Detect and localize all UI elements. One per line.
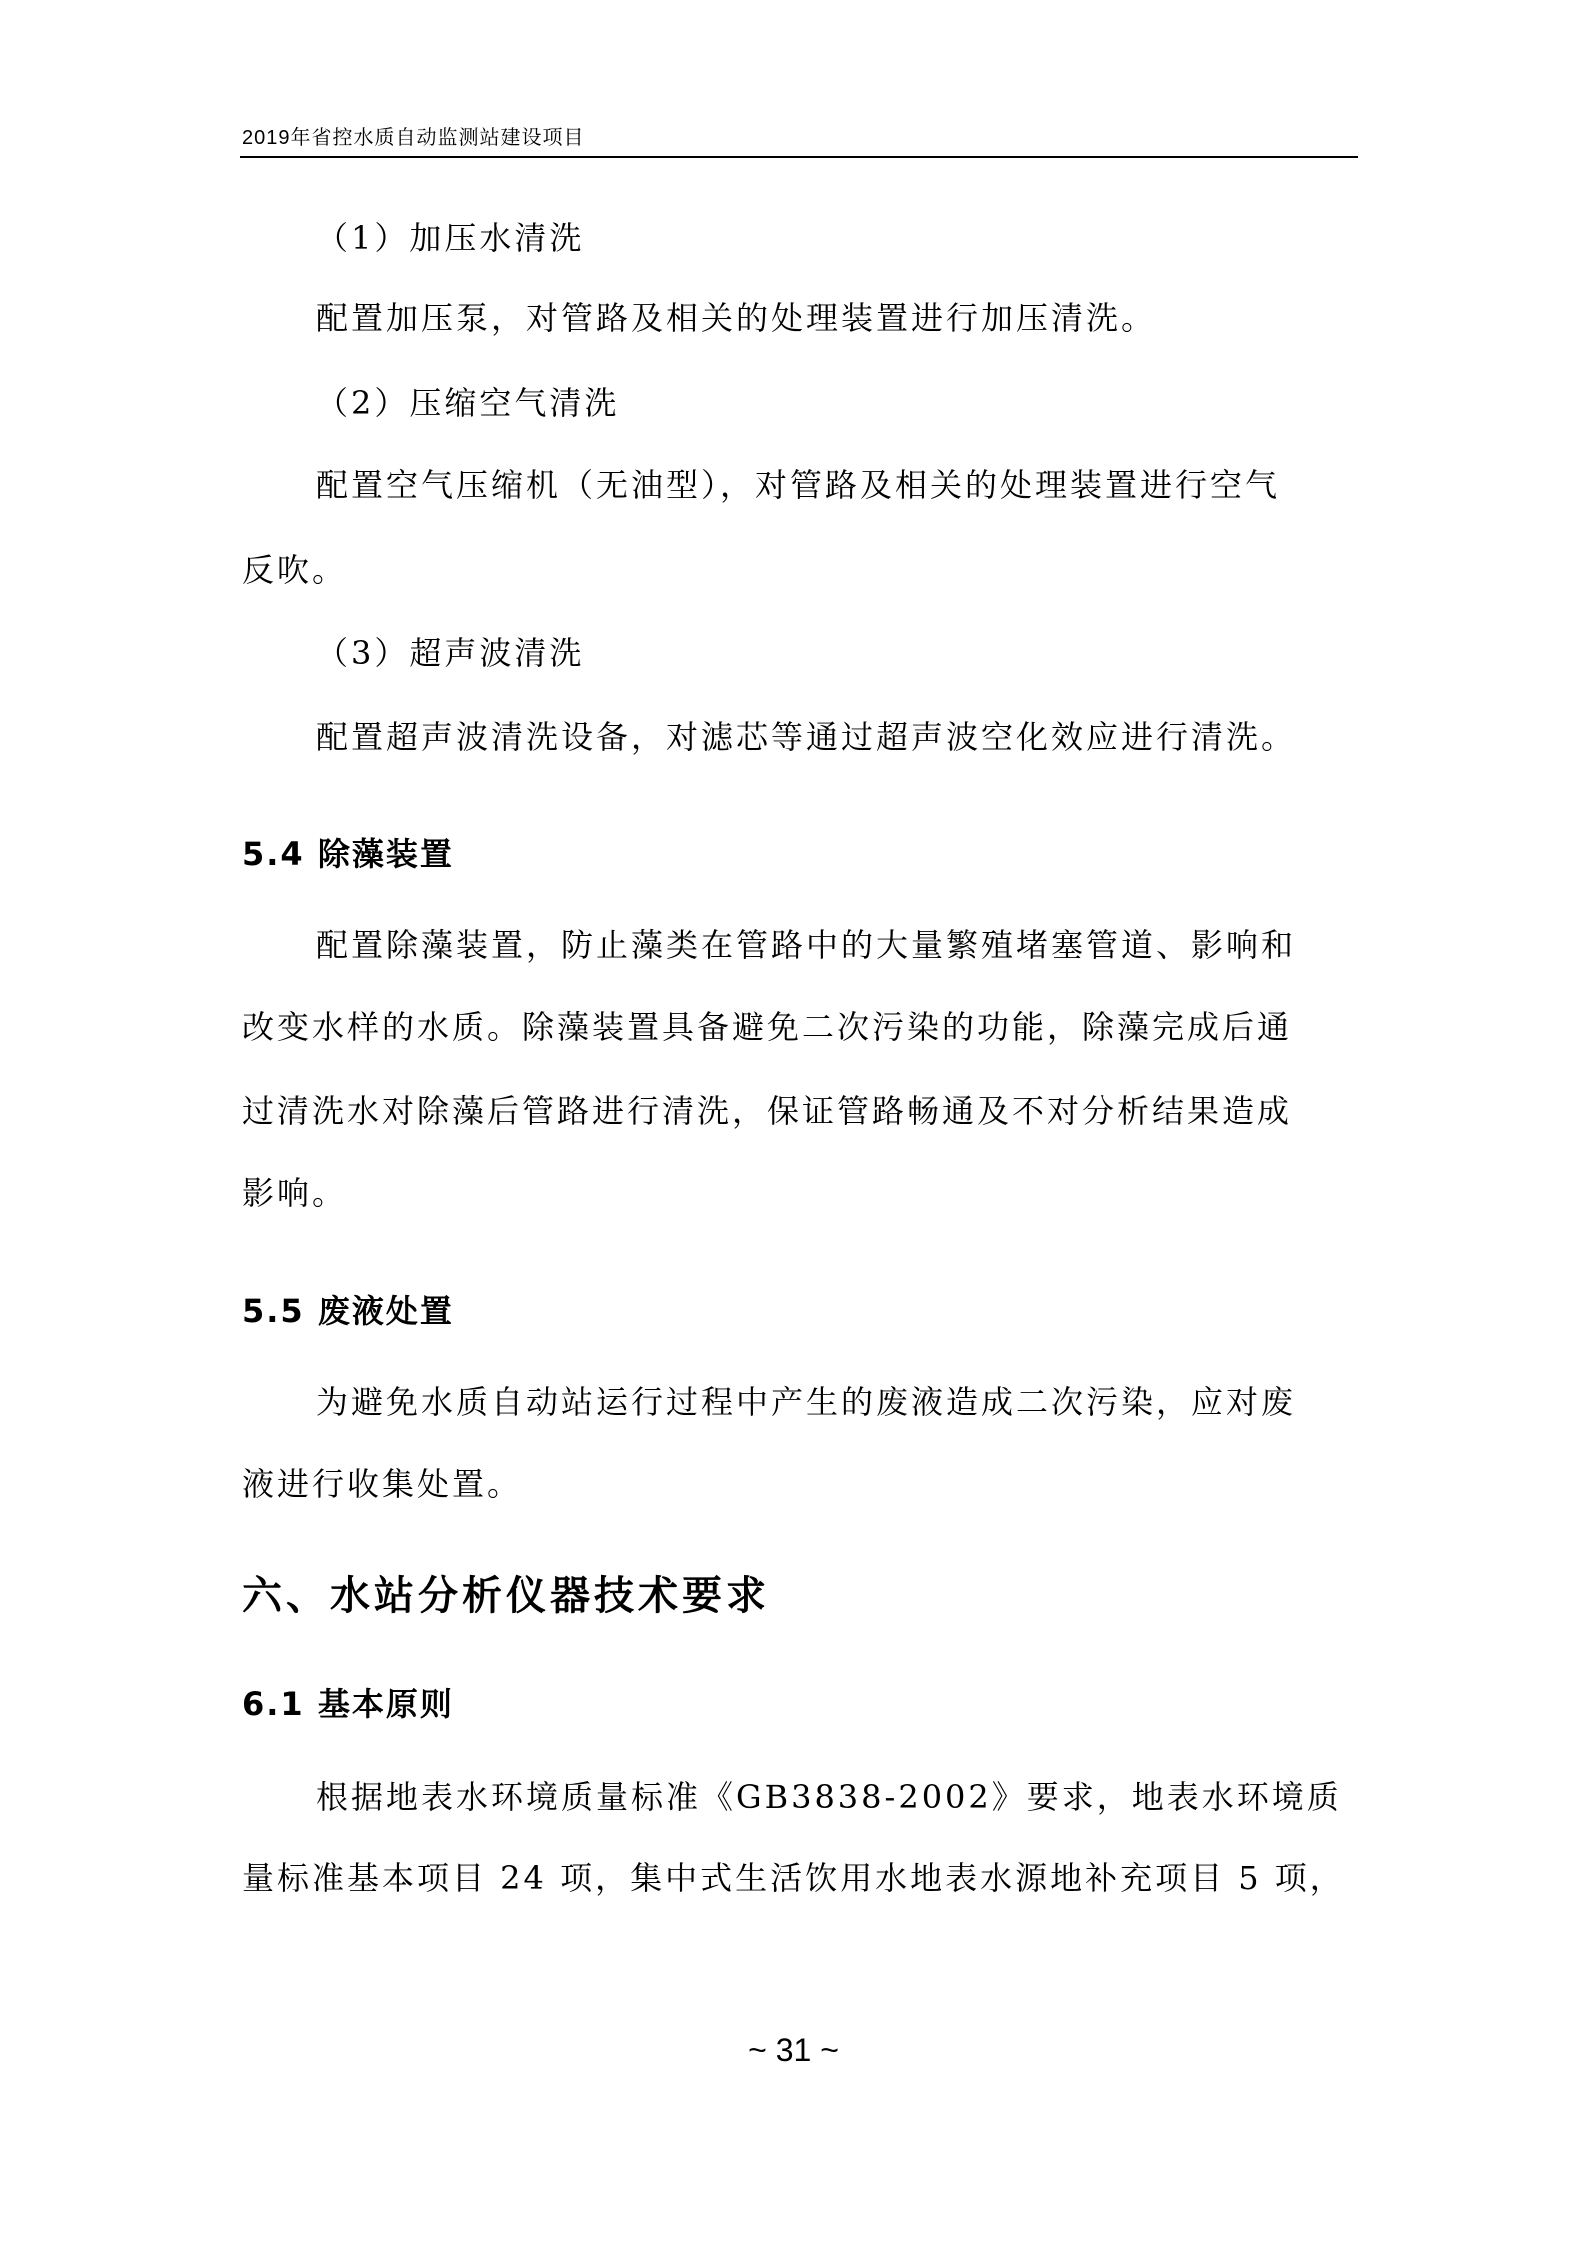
item3-title: （3）超声波清洗 (316, 634, 585, 672)
section-5-4-line4: 影响。 (242, 1174, 348, 1212)
section-5-5-line2: 液进行收集处置。 (242, 1465, 523, 1503)
section-5-4-heading: 5.4 除藻装置 (242, 835, 454, 873)
chapter-6-heading: 六、水站分析仪器技术要求 (242, 1573, 770, 1619)
item2-body-line1: 配置空气压缩机（无油型），对管路及相关的处理装置进行空气 (316, 466, 1281, 504)
section-5-4-line1: 配置除藻装置，防止藻类在管路中的大量繁殖堵塞管道、影响和 (316, 926, 1297, 964)
item2-body-line2: 反吹。 (242, 551, 348, 589)
section-6-1-line1: 根据地表水环境质量标准《GB3838-2002》要求，地表水环境质 (316, 1778, 1342, 1816)
item1-title: （1）加压水清洗 (316, 219, 585, 257)
item3-body: 配置超声波清洗设备，对滤芯等通过超声波空化效应进行清洗。 (316, 718, 1297, 756)
page-header (240, 120, 1358, 158)
page-number: ~ 31 ~ (748, 2032, 839, 2068)
item2-title: （2）压缩空气清洗 (316, 384, 620, 422)
section-5-4-line3: 过清洗水对除藻后管路进行清洗，保证管路畅通及不对分析结果造成 (242, 1092, 1293, 1130)
section-5-5-line1: 为避免水质自动站运行过程中产生的废液造成二次污染，应对废 (316, 1383, 1297, 1421)
section-6-1-line2: 量标准基本项目 24 项，集中式生活饮用水地表水源地补充项目 5 项， (242, 1859, 1345, 1897)
section-5-4-line2: 改变水样的水质。除藻装置具备避免二次污染的功能，除藻完成后通 (242, 1008, 1293, 1046)
item1-body: 配置加压泵，对管路及相关的处理装置进行加压清洗。 (316, 299, 1157, 337)
section-6-1-heading: 6.1 基本原则 (242, 1685, 454, 1723)
section-5-5-heading: 5.5 废液处置 (242, 1292, 454, 1330)
header-title: 2019年省控水质自动监测站建设项目 (242, 127, 585, 149)
